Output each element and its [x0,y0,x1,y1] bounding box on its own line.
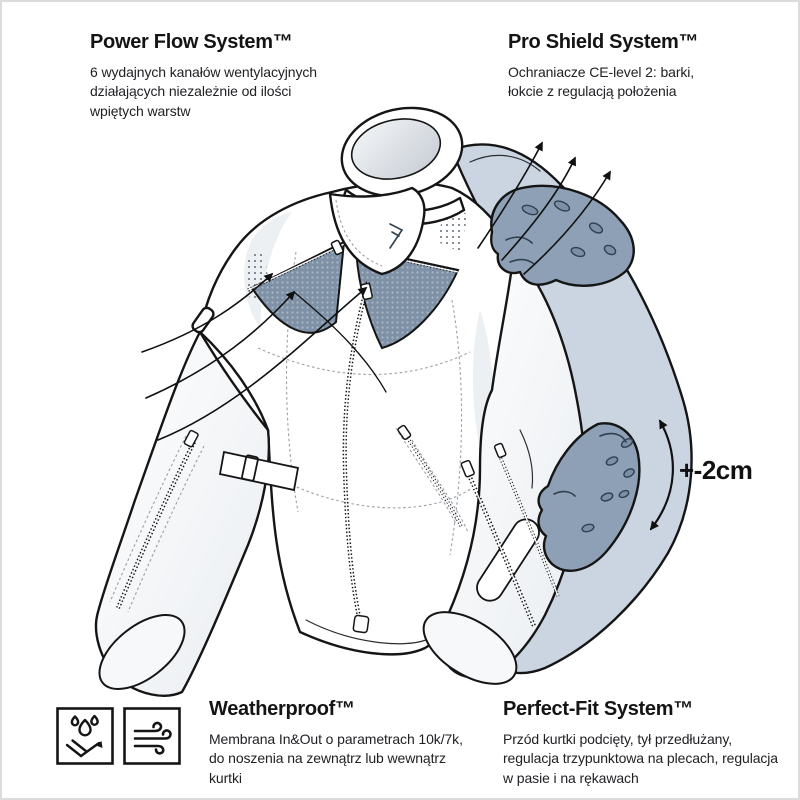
feature-title: Power Flow System™ [90,31,293,53]
elbow-adjustment-label: +-2cm [679,455,753,485]
feature-description: Membrana In&Out o parametrach 10k/7k, do noszenia na zewnątrz lub wewnątrz kurtki [209,731,463,786]
feature-title: Pro Shield System™ [508,31,699,53]
feature-pro-shield [508,31,726,102]
feature-description: 6 wydajnych kanałów wentylacyjnych działających niezależnie od ilości wpiętych warstw [90,64,317,119]
feature-perfect-fit [503,698,781,788]
feature-description: Przód kurtki podcięty, tył przedłużany, regulacja trzypunktowa na plecach, regulacja w pasie i na rękawach [503,731,778,786]
feature-weatherproof [209,698,475,788]
airflow-icon [122,706,182,766]
feature-power-flow [90,31,340,121]
waterproof-icon [55,706,115,766]
feature-description: Ochraniacze CE-level 2: barki, łokcie z regulacją położenia [508,64,695,100]
feature-title: Weatherproof™ [209,698,355,720]
feature-title: Perfect-Fit System™ [503,698,693,720]
